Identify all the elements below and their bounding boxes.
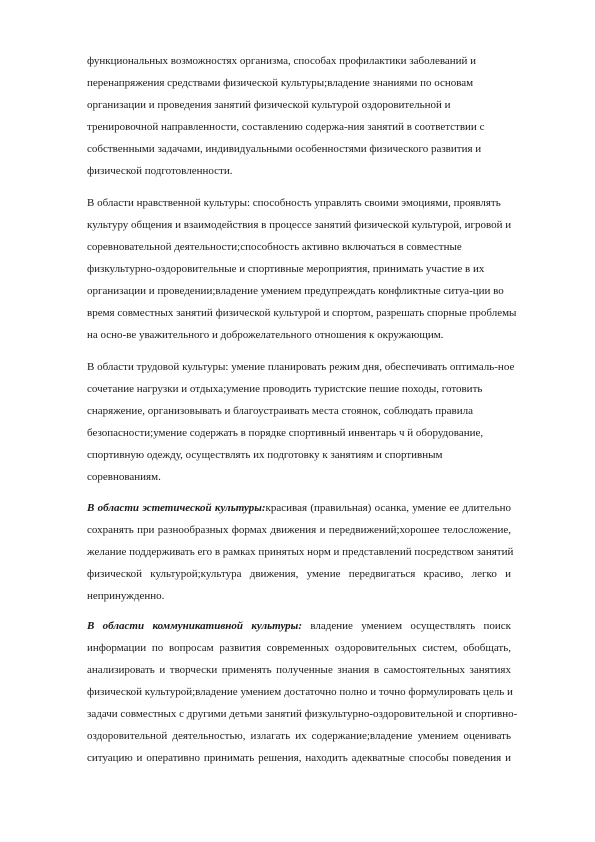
- text-line: время совместных занятий физической культурой и спортом, разрешать спорные проблемы: [87, 307, 517, 319]
- text-line: физической подготовленности.: [87, 165, 233, 177]
- text-line-first: [87, 615, 511, 637]
- text-line: соревновательной деятельности;способность активно включаться в совместные: [87, 241, 462, 253]
- text-line: перенапряжения средствами физической культуры;владение знаниями по основам: [87, 77, 474, 89]
- text-line: снаряжение, организовывать и благоустраивать места стоянок, соблюдать правила: [87, 405, 473, 417]
- paragraph-aesthetic-culture: [87, 497, 514, 607]
- text-line: ситуацию и оперативно принимать решения, находить адекватные способы поведения и: [87, 752, 511, 764]
- text-line: организации и проведения занятий физической культурой оздоровительной и: [87, 99, 451, 111]
- text-line: В области нравственной культуры: способность управлять своими эмоциями, проявлять: [87, 197, 501, 209]
- text-line: оздоровительной деятельностью, излагать их содержание;владение умением оценивать: [87, 730, 511, 742]
- text-line: спортивную одежду, осуществлять их подготовку к занятиям и спортивным: [87, 449, 443, 461]
- text-line: В области трудовой культуры: умение планировать режим дня, обеспечивать оптималь-ное: [87, 361, 515, 373]
- lead-continuation: красивая (правильная) осанка, умение ее длительно: [265, 502, 511, 514]
- paragraph-communicative-culture: [87, 615, 518, 769]
- paragraph-physical-culture-knowledge: [87, 50, 511, 182]
- text-line-first: [87, 497, 511, 519]
- section-lead: В области эстетической культуры:: [87, 502, 266, 514]
- text-line: собственными задачами, индивидуальными особенностями физического развития и: [87, 143, 482, 155]
- text-line: культуру общения и взаимодействия в процессе занятий физической культурой, игровой и: [87, 219, 512, 231]
- text-line: физической культурой;владение умением достаточно полно и точно формулировать цель и: [87, 686, 513, 698]
- text-line: желание поддерживать его в рамках принятых норм и представлений посредством занятий: [87, 546, 514, 558]
- text-line: функциональных возможностях организма, способах профилактики заболеваний и: [87, 55, 477, 67]
- text-line: физкультурно-оздоровительные и спортивные мероприятия, принимать участие в их: [87, 263, 485, 275]
- text-line: физической культурой;культура движения, умение передвигаться красиво, легко и: [87, 568, 511, 580]
- text-line: задачи совместных с другими детьми занятий физкультурно-оздоровительной и спортивно-: [87, 708, 518, 720]
- section-lead: В области коммуникативной культуры:: [87, 620, 302, 632]
- text-line: тренировочной направленности, составлению содержа-ния занятий в соответствии с: [87, 121, 485, 133]
- lead-continuation: владение умением осуществлять поиск: [310, 620, 512, 632]
- paragraph-labor-culture: [87, 356, 515, 488]
- text-line: соревнованиям.: [87, 471, 161, 483]
- text-line: сохранять при разнообразных формах движения и передвижений;хорошее телосложение,: [87, 524, 511, 536]
- text-line: анализировать и творчески применять полученные знания в самостоятельных занятиях: [87, 664, 511, 676]
- text-line: сочетание нагрузки и отдыха;умение проводить туристские пешие походы, готовить: [87, 383, 483, 395]
- text-line: безопасности;умение содержать в порядке спортивный инвентарь ч й оборудование,: [87, 427, 484, 439]
- text-line: непринужденно.: [87, 590, 165, 602]
- text-line: на осно-ве уважительного и доброжелательного отношения к окружающим.: [87, 329, 444, 341]
- text-line: информации по вопросам развития современных оздоровительных систем, обобщать,: [87, 642, 511, 654]
- paragraph-moral-culture: [87, 192, 517, 346]
- text-line: организации и проведении;владение умением предупреждать конфликтные ситуа-ции во: [87, 285, 504, 297]
